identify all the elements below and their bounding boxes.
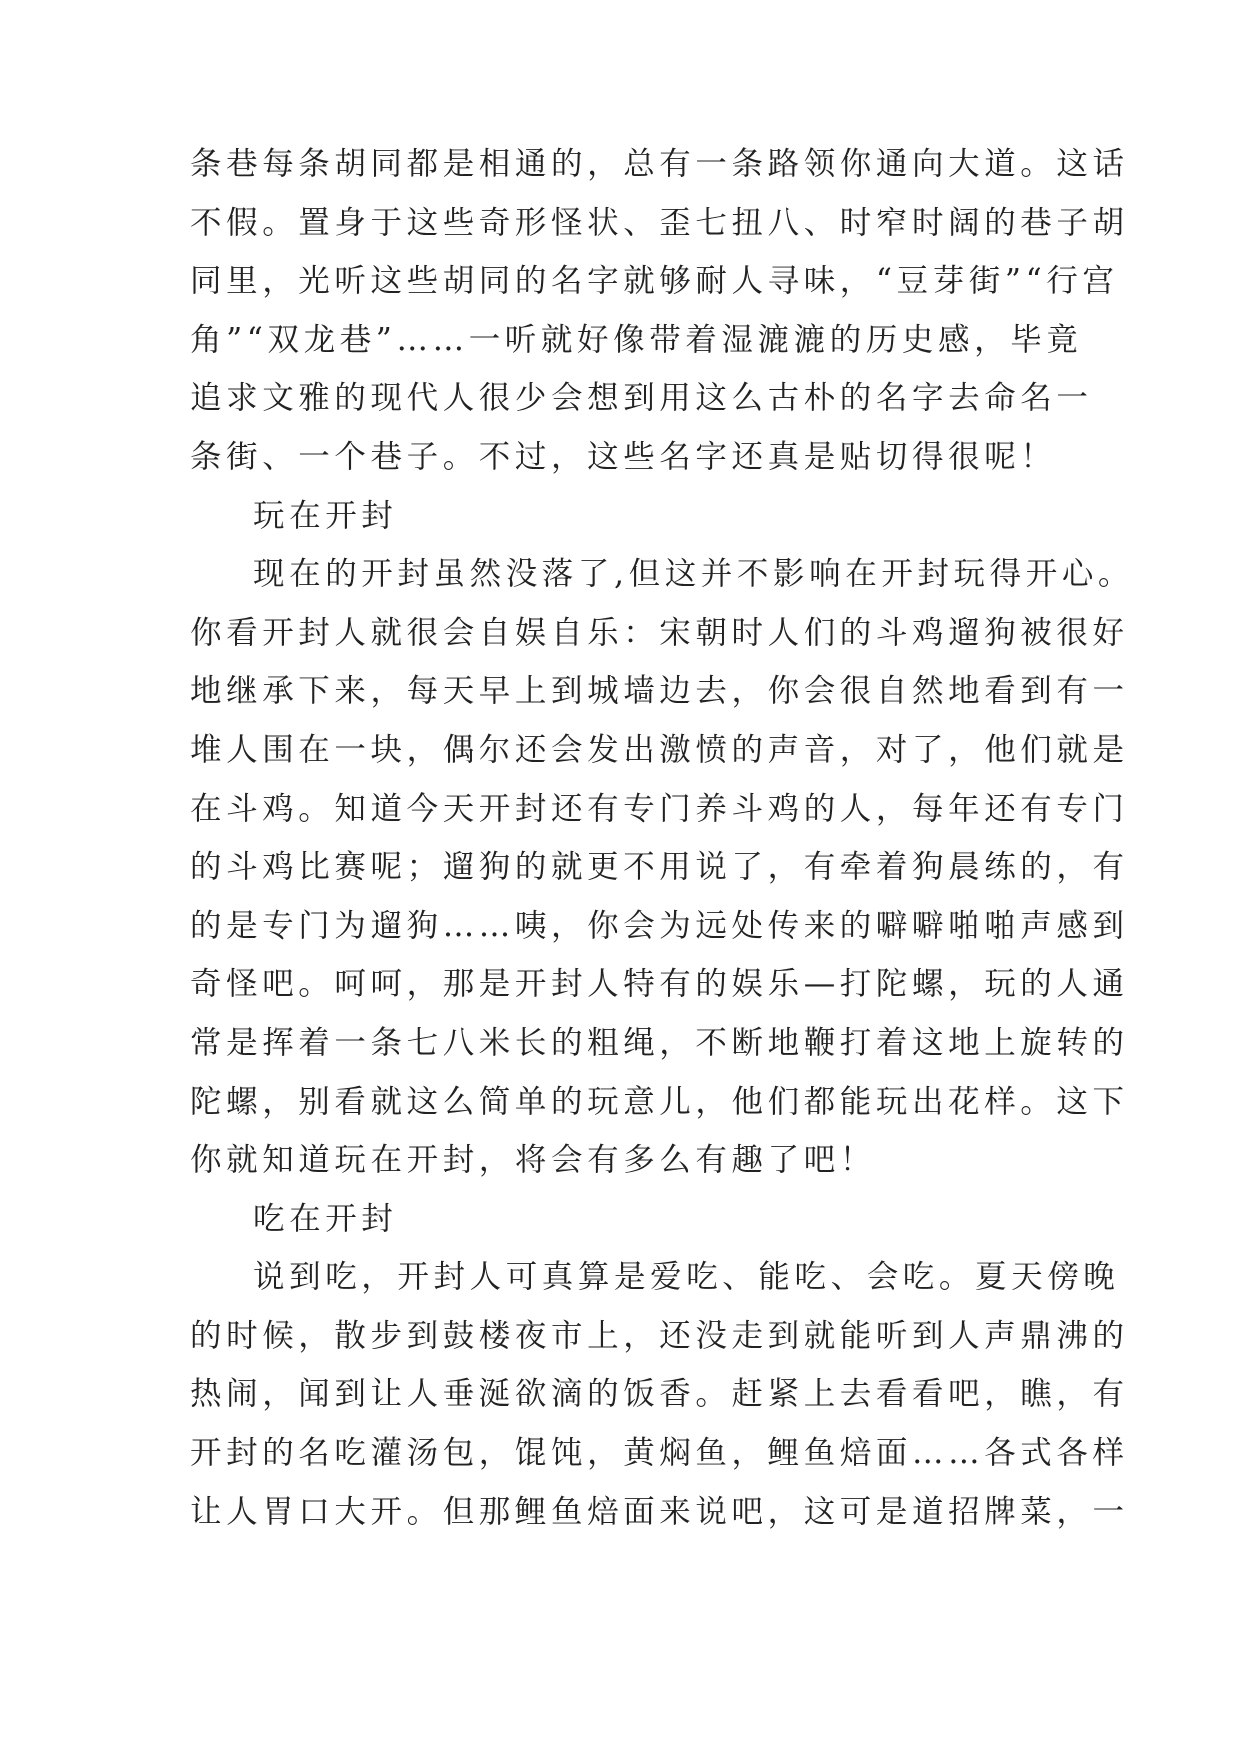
text-line: 的是专门为遛狗……咦，你会为远处传来的噼噼啪啪声感到 bbox=[190, 907, 1129, 944]
text-line: 条街、一个巷子。不过，这些名字还真是贴切得很呢！ bbox=[190, 438, 1057, 475]
text-line: 让人胃口大开。但那鲤鱼焙面来说吧，这可是道招牌菜，一 bbox=[190, 1493, 1129, 1530]
text-line: 的时候，散步到鼓楼夜市上，还没走到就能听到人声鼎沸的 bbox=[190, 1317, 1129, 1354]
text-line: 说到吃，开封人可真算是爱吃、能吃、会吃。夏天傍晚 bbox=[253, 1259, 1120, 1296]
text-line: 地继承下来，每天早上到城墙边去，你会很自然地看到有一 bbox=[190, 673, 1129, 710]
text-line: 不假。置身于这些奇形怪状、歪七扭八、时窄时阔的巷子胡 bbox=[190, 204, 1129, 241]
text-line: 奇怪吧。呵呵，那是开封人特有的娱乐—打陀螺，玩的人通 bbox=[190, 966, 1129, 1003]
text-line: 热闹，闻到让人垂涎欲滴的饭香。赶紧上去看看吧，瞧，有 bbox=[190, 1376, 1129, 1413]
text-line: 的斗鸡比赛呢；遛狗的就更不用说了，有牵着狗晨练的，有 bbox=[190, 849, 1129, 886]
text-line: 同里，光听这些胡同的名字就够耐人寻味，“豆芽街”“行宫 bbox=[190, 263, 1119, 300]
text-line: 追求文雅的现代人很少会想到用这么古朴的名字去命名一 bbox=[190, 380, 1093, 417]
document-body bbox=[190, 135, 1135, 1541]
section-heading-play: 玩在开封 bbox=[253, 497, 398, 534]
text-line: 在斗鸡。知道今天开封还有专门养斗鸡的人，每年还有专门 bbox=[190, 790, 1129, 827]
text-line: 常是挥着一条七八米长的粗绳，不断地鞭打着这地上旋转的 bbox=[190, 1024, 1129, 1061]
text-line: 你看开封人就很会自娱自乐：宋朝时人们的斗鸡遛狗被很好 bbox=[190, 614, 1129, 651]
section-heading-eat: 吃在开封 bbox=[253, 1200, 398, 1237]
text-line: 条巷每条胡同都是相通的，总有一条路领你通向大道。这话 bbox=[190, 146, 1129, 182]
text-line: 开封的名吃灌汤包，馄饨，黄焖鱼，鲤鱼焙面……各式各样 bbox=[190, 1435, 1129, 1472]
text-line: 堆人围在一块，偶尔还会发出激愤的声音，对了，他们就是 bbox=[190, 731, 1129, 768]
text-line: 现在的开封虽然没落了,但这并不影响在开封玩得开心。 bbox=[253, 556, 1135, 593]
text-line: 角”“双龙巷”……一听就好像带着湿漉漉的历史感，毕竟 bbox=[190, 321, 1083, 358]
text-line: 你就知道玩在开封，将会有多么有趣了吧！ bbox=[190, 1142, 876, 1179]
text-line: 陀螺，别看就这么简单的玩意儿，他们都能玩出花样。这下 bbox=[190, 1083, 1129, 1120]
